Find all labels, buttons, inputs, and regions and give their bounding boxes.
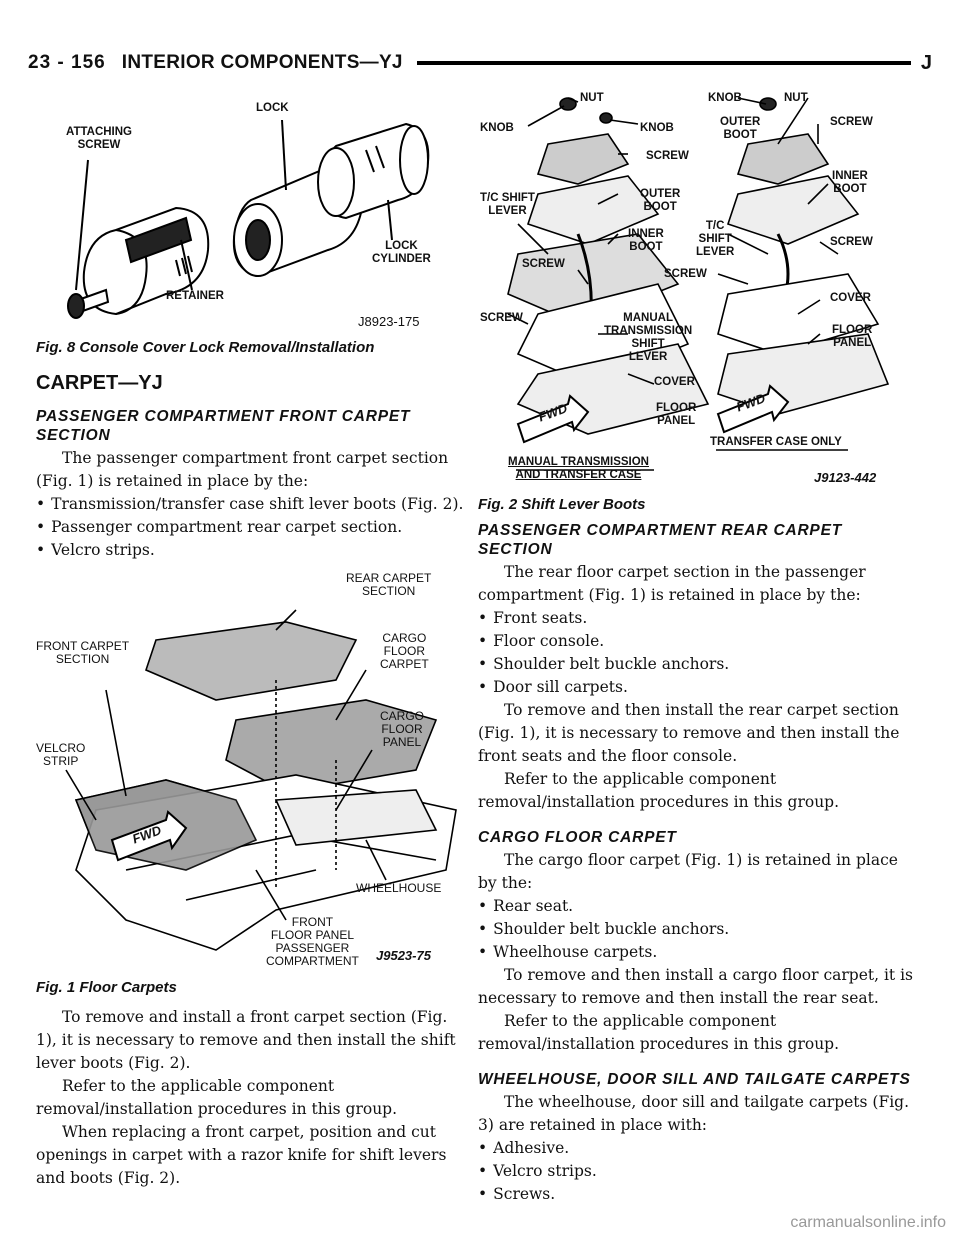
callout-cargo-floor-panel: CARGO FLOOR PANEL bbox=[380, 709, 425, 749]
header-rule bbox=[417, 61, 911, 65]
list-item: • Transmission/transfer case shift lever boots (Fig. 2). bbox=[36, 495, 464, 513]
callout-retainer: RETAINER bbox=[166, 290, 224, 302]
rear-section-list bbox=[478, 607, 914, 699]
callout-manual-transmission-lever: MANUAL TRANSMISSION SHIFT LEVER bbox=[604, 312, 693, 363]
list-item: • Shoulder belt buckle anchors. bbox=[478, 920, 730, 938]
list-item: • Door sill carpets. bbox=[478, 678, 628, 696]
edition-letter: J bbox=[920, 51, 932, 74]
list-item: • Adhesive. bbox=[478, 1139, 570, 1157]
paragraph: When replacing a front carpet, position and cut openings in carpet with a razor knife for shift levers and boots (Fig. 2). bbox=[36, 1123, 447, 1187]
callout-screw-left-2: SCREW bbox=[522, 258, 565, 270]
callout-knob-right: KNOB bbox=[708, 92, 742, 104]
rear-section-intro: The rear floor carpet section in the passenger compartment (Fig. 1) is retained in place by the: bbox=[478, 563, 866, 604]
callout-cargo-floor-carpet: CARGO FLOOR CARPET bbox=[380, 631, 429, 671]
watermark: carmanualsonline.info bbox=[790, 1214, 946, 1231]
wheelhouse-section-intro: The wheelhouse, door sill and tailgate carpets (Fig. 3) are retained in place with: bbox=[478, 1093, 910, 1134]
front-section-list bbox=[36, 493, 472, 562]
callout-inner-boot-left: INNER BOOT bbox=[628, 228, 664, 253]
paragraph: To remove and install a front carpet section (Fig. 1), it is necessary to remove and then install the shift lever boots (Fig. 2). bbox=[36, 1008, 456, 1072]
callout-transfer-case-only-label: TRANSFER CASE ONLY bbox=[710, 436, 842, 448]
callout-manual-transmission-label: MANUAL TRANSMISSION AND TRANSFER CASE bbox=[508, 456, 649, 481]
figure-2 bbox=[478, 84, 914, 492]
rear-section-heading: PASSENGER COMPARTMENT REAR CARPET SECTION bbox=[478, 522, 842, 558]
paragraph: Refer to the applicable component removal/installation procedures in this group. bbox=[478, 1012, 840, 1053]
carpet-heading: CARPET—YJ bbox=[36, 372, 163, 394]
list-item: • Front seats. bbox=[478, 609, 588, 627]
cargo-section-heading: CARGO FLOOR CARPET bbox=[478, 829, 677, 846]
section-title: INTERIOR COMPONENTS—YJ bbox=[121, 52, 403, 73]
callout-fwd: FWD bbox=[130, 822, 164, 847]
callout-lock-cylinder: LOCK CYLINDER bbox=[372, 240, 431, 265]
figure-2-id: J9123-442 bbox=[814, 470, 877, 485]
callout-outer-boot-left: OUTER BOOT bbox=[640, 188, 681, 213]
list-item: • Velcro strips. bbox=[478, 1162, 597, 1180]
callout-nut-right: NUT bbox=[784, 92, 808, 104]
figure-2-caption: Fig. 2 Shift Lever Boots bbox=[478, 496, 646, 513]
list-item: • Floor console. bbox=[478, 632, 605, 650]
shift-lever-boots-illustration bbox=[478, 84, 908, 492]
left-column bbox=[36, 90, 472, 1190]
callout-fwd-left: FWD bbox=[536, 400, 570, 425]
callout-floor-panel-left: FLOOR PANEL bbox=[656, 402, 697, 427]
callout-knob-left-1: KNOB bbox=[480, 122, 514, 134]
callout-outer-boot-right: OUTER BOOT bbox=[720, 116, 761, 141]
page-number: 23 - 156 bbox=[28, 52, 106, 73]
callout-front-carpet-section: FRONT CARPET SECTION bbox=[36, 639, 130, 666]
callout-screw-right-1: SCREW bbox=[830, 116, 873, 128]
list-item: • Rear seat. bbox=[478, 897, 574, 915]
cargo-section-intro: The cargo floor carpet (Fig. 1) is retained in place by the: bbox=[478, 851, 898, 892]
callout-front-floor-panel: FRONT FLOOR PANEL PASSENGER COMPARTMENT bbox=[266, 915, 359, 968]
paragraph: Refer to the applicable component removal/installation procedures in this group. bbox=[36, 1077, 398, 1118]
figure-8 bbox=[36, 90, 472, 335]
callout-velcro-strip: VELCRO STRIP bbox=[36, 741, 86, 768]
wheelhouse-section-heading: WHEELHOUSE, DOOR SILL AND TAILGATE CARPETS bbox=[478, 1071, 911, 1088]
callout-fwd-right: FWD bbox=[734, 390, 768, 415]
wheelhouse-section-list bbox=[478, 1137, 914, 1206]
paragraph: To remove and then install the rear carpet section (Fig. 1), it is necessary to remove and then install the front seats and the floor console. bbox=[478, 701, 900, 765]
list-item: • Screws. bbox=[478, 1185, 556, 1203]
callout-tc-shift-lever-right: T/C SHIFT LEVER bbox=[696, 220, 735, 258]
figure-8-caption: Fig. 8 Console Cover Lock Removal/Installation bbox=[36, 339, 375, 356]
callout-floor-panel-right: FLOOR PANEL bbox=[832, 324, 873, 349]
front-paragraphs bbox=[36, 1006, 472, 1190]
callout-attaching-screw: ATTACHING SCREW bbox=[66, 126, 133, 151]
list-item: • Wheelhouse carpets. bbox=[478, 943, 658, 961]
callout-cover-right: COVER bbox=[830, 292, 871, 304]
callout-cover-left: COVER bbox=[654, 376, 695, 388]
front-section-intro: The passenger compartment front carpet section (Fig. 1) is retained in place by the: bbox=[36, 449, 449, 490]
callout-screw-left-1: SCREW bbox=[646, 150, 689, 162]
list-item: • Shoulder belt buckle anchors. bbox=[478, 655, 730, 673]
page-header bbox=[28, 48, 932, 78]
paragraph: Refer to the applicable component removal/installation procedures in this group. bbox=[478, 770, 840, 811]
callout-screw-left-3: SCREW bbox=[480, 312, 523, 324]
figure-8-id: J8923-175 bbox=[358, 314, 420, 329]
callout-wheelhouse: WHEELHOUSE bbox=[356, 881, 442, 895]
callout-lock: LOCK bbox=[256, 102, 289, 114]
cargo-section-list bbox=[478, 895, 914, 964]
callout-knob-left-2: KNOB bbox=[640, 122, 674, 134]
list-item: • Passenger compartment rear carpet section. bbox=[36, 518, 403, 536]
paragraph: To remove and then install a cargo floor carpet, it is necessary to remove and then install the rear seat. bbox=[478, 966, 913, 1007]
figure-1 bbox=[36, 570, 472, 975]
callout-inner-boot-right: INNER BOOT bbox=[832, 170, 868, 195]
callout-screw-right-2: SCREW bbox=[830, 236, 873, 248]
front-section-heading: PASSENGER COMPARTMENT FRONT CARPET SECTION bbox=[36, 408, 411, 444]
right-column bbox=[478, 84, 914, 1206]
list-item: • Velcro strips. bbox=[36, 541, 155, 559]
figure-1-id: J9523-75 bbox=[376, 948, 431, 963]
callout-nut-left: NUT bbox=[580, 92, 604, 104]
callout-tc-shift-lever-left: T/C SHIFT LEVER bbox=[480, 192, 535, 217]
callout-screw-right-3: SCREW bbox=[664, 268, 707, 280]
callout-rear-carpet-section: REAR CARPET SECTION bbox=[346, 571, 432, 598]
figure-1-caption: Fig. 1 Floor Carpets bbox=[36, 979, 177, 996]
